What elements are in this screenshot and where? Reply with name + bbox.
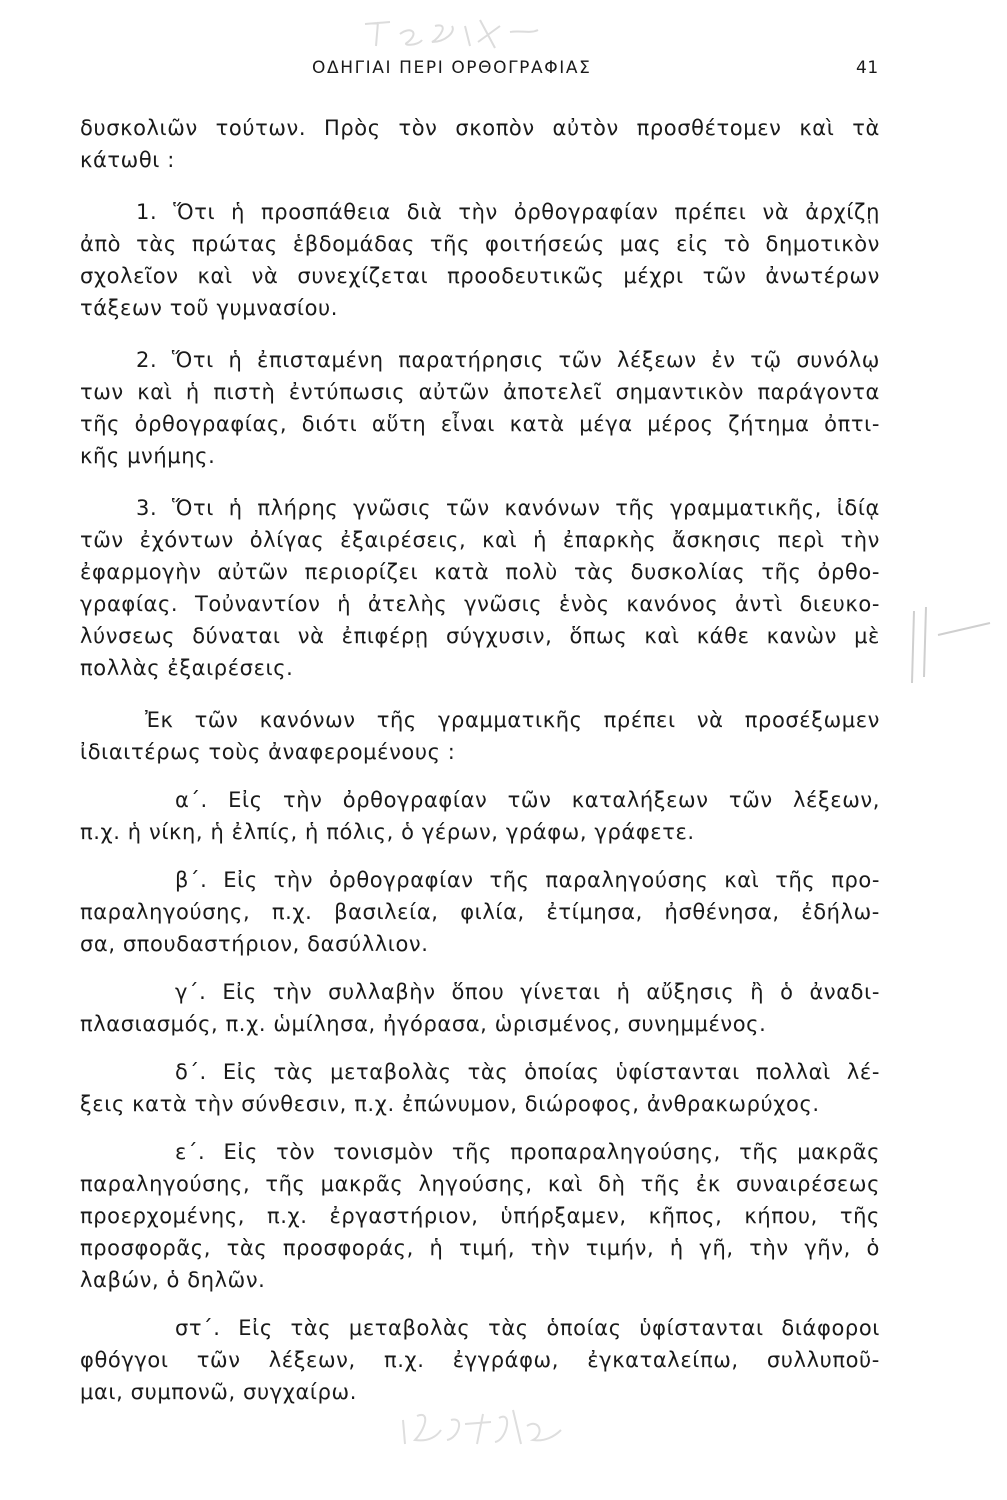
text-line: σχολεῖον καὶ νὰ συνεχίζεται προοδευτικῶς μέχρι τῶν ἀνωτέρων (80, 264, 880, 288)
text-line: ξεις κατὰ τὴν σύνθεσιν, π.χ. ἐπώνυμον, διώροφος, ἀνθρακωρύχος. (80, 1092, 820, 1116)
text-line: γ΄. Εἰς τὴν συλλαβὴν ὅπου γίνεται ἡ αὔξησις ἢ ὁ ἀναδι- (175, 980, 880, 1004)
text-line: 3. Ὅτι ἡ πλήρης γνῶσις τῶν κανόνων τῆς γραμματικῆς, ἰδίᾳ (136, 496, 880, 520)
rule-gamma (80, 976, 880, 1040)
text-line: ἰδιαιτέρως τοὺς ἀναφερομένους : (80, 740, 456, 764)
text-line: μαι, συμπονῶ, συγχαίρω. (80, 1380, 357, 1404)
text-line: β΄. Εἰς τὴν ὀρθογραφίαν τῆς παραληγούσης καὶ τῆς προ- (175, 868, 880, 892)
text-line: λαβών, ὁ δηλῶν. (80, 1268, 266, 1292)
text-line: 1. Ὅτι ἡ προσπάθεια διὰ τὴν ὀρθογραφίαν πρέπει νὰ ἀρχίζῃ (136, 200, 880, 224)
paragraph-item-1 (80, 196, 880, 324)
text-line: προερχομένης, π.χ. ἐργαστήριον, ὑπήρξαμεν, κῆπος, κήπου, τῆς (80, 1204, 880, 1228)
text-line: σα, σπουδαστήριον, δασύλλιον. (80, 932, 429, 956)
intro-paragraph (80, 112, 880, 176)
text-line: δυσκολιῶν τούτων. Πρὸς τὸν σκοπὸν αὐτὸν προσθέτομεν καὶ τὰ (80, 116, 880, 140)
text-line: π.χ. ἡ νίκη, ἡ ἐλπίς, ἡ πόλις, ὁ γέρων, γράφω, γράφετε. (80, 820, 695, 844)
text-line: των καὶ ἡ πιστὴ ἐντύπωσις αὐτῶν ἀποτελεῖ σημαντικὸν παράγοντα (80, 380, 880, 404)
rule-epsilon (80, 1136, 880, 1296)
rule-beta (80, 864, 880, 960)
margin-mark-icon (904, 605, 994, 685)
running-header (0, 58, 1007, 88)
text-line: τάξεων τοῦ γυμνασίου. (80, 296, 339, 320)
text-line: τῶν ἐχόντων ὀλίγας ἐξαιρέσεις, καὶ ἡ ἐπαρκὴς ἄσκησις περὶ τὴν (80, 528, 880, 552)
rule-alpha (80, 784, 880, 848)
text-line: πλασιασμός, π.χ. ὡμίλησα, ἠγόρασα, ὡρισμένος, συνημμένος. (80, 1012, 767, 1036)
text-line: ἐφαρμογὴν αὐτῶν περιορίζει κατὰ πολὺ τὰς δυσκολίας τῆς ὀρθο- (80, 560, 880, 584)
text-line: κῆς μνήμης. (80, 444, 216, 468)
paragraph-item-2 (80, 344, 880, 472)
text-line: πολλὰς ἐξαιρέσεις. (80, 656, 294, 680)
text-line: παραληγούσης, τῆς μακρᾶς ληγούσης, καὶ δὴ τῆς ἐκ συναιρέσεως (80, 1172, 880, 1196)
rule-stigma (80, 1312, 880, 1408)
rule-delta (80, 1056, 880, 1120)
text-line: στ΄. Εἰς τὰς μεταβολὰς τὰς ὁποίας ὑφίστανται διάφοροι (175, 1316, 880, 1340)
pencil-scribble-top (360, 12, 550, 52)
text-line: κάτωθι : (80, 148, 175, 172)
text-line: τῆς ὀρθογραφίας, διότι αὕτη εἶναι κατὰ μέγα μέρος ζήτημα ὀπτι- (80, 412, 880, 436)
running-title: ΟΔΗΓΙΑΙ ΠΕΡΙ ΟΡΘΟΓΡΑΦΙΑΣ (312, 58, 592, 78)
text-line: παραληγούσης, π.χ. βασιλεία, φιλία, ἐτίμησα, ἠσθένησα, ἐδήλω- (80, 900, 880, 924)
text-line: ε΄. Εἰς τὸν τονισμὸν τῆς προπαραληγούσης, τῆς μακρᾶς (175, 1140, 880, 1164)
text-line: 2. Ὅτι ἡ ἐπισταμένη παρατήρησις τῶν λέξεων ἐν τῷ συνόλῳ (136, 348, 880, 372)
paragraph-item-3 (80, 492, 880, 684)
rules-intro-paragraph (80, 704, 880, 768)
page-body (80, 112, 880, 1408)
text-line: φθόγγοι τῶν λέξεων, π.χ. ἐγγράφω, ἐγκαταλείπω, συλλυποῦ- (80, 1348, 880, 1372)
text-line: γραφίας. Τοὐναντίον ἡ ἀτελὴς γνῶσις ἑνὸς κανόνος ἀντὶ διευκο- (80, 592, 880, 616)
page-number: 41 (856, 58, 879, 78)
text-line: ἀπὸ τὰς πρώτας ἑβδομάδας τῆς φοιτήσεώς μας εἰς τὸ δημοτικὸν (80, 232, 880, 256)
text-line: λύνσεως δύναται νὰ ἐπιφέρῃ σύγχυσιν, ὅπως καὶ κάθε κανὼν μὲ (80, 624, 880, 648)
text-line: προσφορᾶς, τὰς προσφοράς, ἡ τιμή, τὴν τιμήν, ἡ γῆ, τὴν γῆν, ὁ (80, 1236, 880, 1260)
text-line: δ΄. Εἰς τὰς μεταβολὰς τὰς ὁποίας ὑφίστανται πολλαὶ λέ- (175, 1060, 880, 1084)
text-line: α΄. Εἰς τὴν ὀρθογραφίαν τῶν καταλήξεων τῶν λέξεων, (175, 788, 880, 812)
text-line: Ἐκ τῶν κανόνων τῆς γραμματικῆς πρέπει νὰ προσέξωμεν (145, 708, 880, 732)
